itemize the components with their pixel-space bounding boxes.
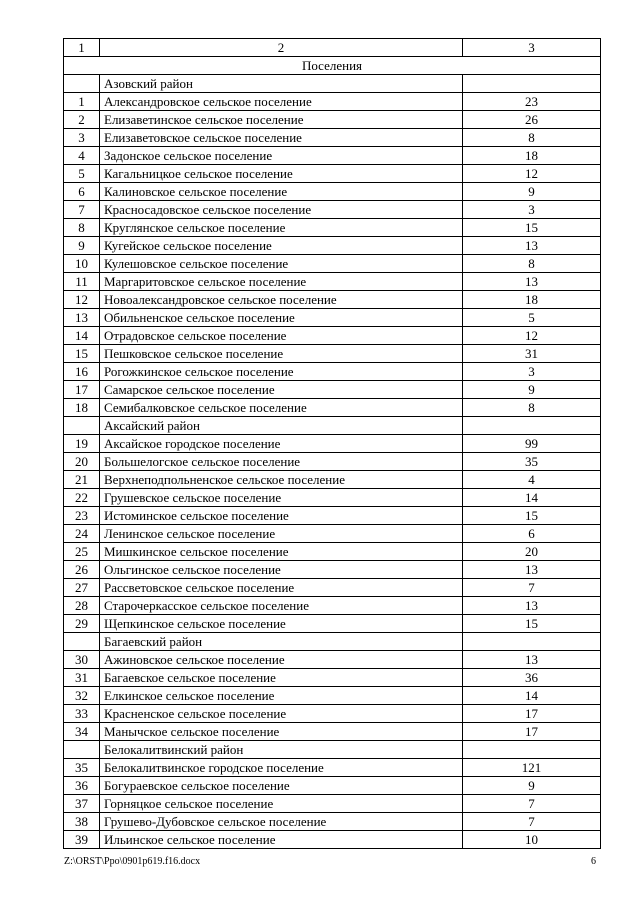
- settlement-value: 121: [463, 759, 601, 777]
- settlement-value: 4: [463, 471, 601, 489]
- settlement-value: 15: [463, 615, 601, 633]
- settlement-value: 17: [463, 705, 601, 723]
- row-number: 1: [64, 93, 100, 111]
- table-row: [64, 777, 601, 795]
- table-row: [64, 435, 601, 453]
- row-number: 11: [64, 273, 100, 291]
- settlement-value: 99: [463, 435, 601, 453]
- row-number: 22: [64, 489, 100, 507]
- table-row: [64, 129, 601, 147]
- settlement-name: Щепкинское сельское поселение: [100, 615, 463, 633]
- settlement-name: Багаевское сельское поселение: [100, 669, 463, 687]
- district-value-cell: [463, 75, 601, 93]
- settlement-value: 14: [463, 687, 601, 705]
- settlement-value: 15: [463, 507, 601, 525]
- district-number-cell: [64, 75, 100, 93]
- table-row: [64, 795, 601, 813]
- table-row: [64, 813, 601, 831]
- district-row: [64, 417, 601, 435]
- settlement-value: 14: [463, 489, 601, 507]
- row-number: 33: [64, 705, 100, 723]
- settlement-name: Александровское сельское поселение: [100, 93, 463, 111]
- row-number: 18: [64, 399, 100, 417]
- row-number: 12: [64, 291, 100, 309]
- table-row: [64, 453, 601, 471]
- table-row: [64, 183, 601, 201]
- settlement-value: 9: [463, 183, 601, 201]
- settlement-name: Обильненское сельское поселение: [100, 309, 463, 327]
- settlement-name: Верхнеподпольненское сельское поселение: [100, 471, 463, 489]
- table-row: [64, 471, 601, 489]
- settlement-value: 7: [463, 579, 601, 597]
- settlement-name: Аксайское городское поселение: [100, 435, 463, 453]
- row-number: 29: [64, 615, 100, 633]
- table-row: [64, 201, 601, 219]
- settlement-name: Ольгинское сельское поселение: [100, 561, 463, 579]
- settlement-value: 13: [463, 237, 601, 255]
- section-title-row: [64, 57, 601, 75]
- district-value-cell: [463, 741, 601, 759]
- settlement-name: Грушево-Дубовское сельское поселение: [100, 813, 463, 831]
- table-row: [64, 147, 601, 165]
- district-number-cell: [64, 633, 100, 651]
- row-number: 24: [64, 525, 100, 543]
- column-number-3: 3: [463, 39, 601, 57]
- table-row: [64, 525, 601, 543]
- settlement-value: 12: [463, 327, 601, 345]
- table-row: [64, 831, 601, 849]
- row-number: 34: [64, 723, 100, 741]
- district-value-cell: [463, 633, 601, 651]
- table-row: [64, 597, 601, 615]
- settlement-value: 7: [463, 813, 601, 831]
- row-number: 13: [64, 309, 100, 327]
- row-number: 10: [64, 255, 100, 273]
- table-row: [64, 705, 601, 723]
- row-number: 19: [64, 435, 100, 453]
- row-number: 15: [64, 345, 100, 363]
- row-number: 35: [64, 759, 100, 777]
- row-number: 37: [64, 795, 100, 813]
- table-row: [64, 111, 601, 129]
- row-number: 4: [64, 147, 100, 165]
- table-row: [64, 237, 601, 255]
- row-number: 32: [64, 687, 100, 705]
- settlement-value: 10: [463, 831, 601, 849]
- settlement-value: 18: [463, 291, 601, 309]
- section-title: Поселения: [64, 57, 601, 75]
- table-row: [64, 345, 601, 363]
- settlement-value: 8: [463, 129, 601, 147]
- settlement-name: Отрадовское сельское поселение: [100, 327, 463, 345]
- settlement-name: Елизаветовское сельское поселение: [100, 129, 463, 147]
- settlement-name: Манычское сельское поселение: [100, 723, 463, 741]
- row-number: 28: [64, 597, 100, 615]
- row-number: 5: [64, 165, 100, 183]
- table-row: [64, 507, 601, 525]
- settlement-value: 35: [463, 453, 601, 471]
- row-number: 3: [64, 129, 100, 147]
- row-number: 30: [64, 651, 100, 669]
- settlement-name: Грушевское сельское поселение: [100, 489, 463, 507]
- table-row: [64, 93, 601, 111]
- table-row: [64, 309, 601, 327]
- table-row: [64, 219, 601, 237]
- table-row: [64, 363, 601, 381]
- table-row: [64, 561, 601, 579]
- settlement-name: Ленинское сельское поселение: [100, 525, 463, 543]
- column-number-1: 1: [64, 39, 100, 57]
- row-number: 23: [64, 507, 100, 525]
- settlement-name: Новоалександровское сельское поселение: [100, 291, 463, 309]
- row-number: 31: [64, 669, 100, 687]
- table-row: [64, 615, 601, 633]
- row-number: 36: [64, 777, 100, 795]
- footer-page-number: 6: [591, 856, 596, 867]
- row-number: 14: [64, 327, 100, 345]
- settlement-name: Елизаветинское сельское поселение: [100, 111, 463, 129]
- settlement-value: 8: [463, 399, 601, 417]
- settlement-name: Кулешовское сельское поселение: [100, 255, 463, 273]
- row-number: 20: [64, 453, 100, 471]
- table-row: [64, 273, 601, 291]
- settlement-value: 13: [463, 273, 601, 291]
- table-row: [64, 651, 601, 669]
- settlements-table-body: [64, 39, 601, 849]
- settlement-value: 3: [463, 201, 601, 219]
- settlement-value: 5: [463, 309, 601, 327]
- table-row: [64, 579, 601, 597]
- row-number: 16: [64, 363, 100, 381]
- settlement-value: 6: [463, 525, 601, 543]
- settlement-value: 7: [463, 795, 601, 813]
- district-name: Багаевский район: [100, 633, 463, 651]
- settlement-value: 31: [463, 345, 601, 363]
- settlement-value: 18: [463, 147, 601, 165]
- settlement-name: Ильинское сельское поселение: [100, 831, 463, 849]
- settlement-name: Красносадовское сельское поселение: [100, 201, 463, 219]
- settlement-value: 9: [463, 777, 601, 795]
- district-row: [64, 633, 601, 651]
- settlement-name: Красненское сельское поселение: [100, 705, 463, 723]
- settlements-table: [63, 38, 601, 849]
- settlement-value: 15: [463, 219, 601, 237]
- table-row: [64, 327, 601, 345]
- row-number: 38: [64, 813, 100, 831]
- table-row: [64, 759, 601, 777]
- settlement-name: Задонское сельское поселение: [100, 147, 463, 165]
- settlement-name: Елкинское сельское поселение: [100, 687, 463, 705]
- settlement-name: Ажиновское сельское поселение: [100, 651, 463, 669]
- district-value-cell: [463, 417, 601, 435]
- row-number: 27: [64, 579, 100, 597]
- district-name: Белокалитвинский район: [100, 741, 463, 759]
- table-row: [64, 489, 601, 507]
- column-number-2: 2: [100, 39, 463, 57]
- district-number-cell: [64, 741, 100, 759]
- settlement-value: 20: [463, 543, 601, 561]
- table-row: [64, 669, 601, 687]
- settlement-value: 8: [463, 255, 601, 273]
- settlement-value: 13: [463, 597, 601, 615]
- row-number: 39: [64, 831, 100, 849]
- district-name: Аксайский район: [100, 417, 463, 435]
- settlement-value: 13: [463, 561, 601, 579]
- row-number: 7: [64, 201, 100, 219]
- table-row: [64, 687, 601, 705]
- settlement-name: Белокалитвинское городское поселение: [100, 759, 463, 777]
- table-row: [64, 165, 601, 183]
- settlement-value: 36: [463, 669, 601, 687]
- row-number: 6: [64, 183, 100, 201]
- table-row: [64, 381, 601, 399]
- row-number: 25: [64, 543, 100, 561]
- district-number-cell: [64, 417, 100, 435]
- table-row: [64, 291, 601, 309]
- settlement-name: Круглянское сельское поселение: [100, 219, 463, 237]
- settlement-value: 3: [463, 363, 601, 381]
- settlement-name: Маргаритовское сельское поселение: [100, 273, 463, 291]
- settlement-name: Пешковское сельское поселение: [100, 345, 463, 363]
- table-row: [64, 723, 601, 741]
- settlement-name: Калиновское сельское поселение: [100, 183, 463, 201]
- footer-file-path: Z:\ORST\Ppo\0901p619.f16.docx: [64, 856, 201, 867]
- settlement-name: Рассветовское сельское поселение: [100, 579, 463, 597]
- row-number: 17: [64, 381, 100, 399]
- settlement-name: Старочеркасское сельское поселение: [100, 597, 463, 615]
- settlement-name: Кагальницкое сельское поселение: [100, 165, 463, 183]
- settlement-value: 17: [463, 723, 601, 741]
- row-number: 8: [64, 219, 100, 237]
- row-number: 2: [64, 111, 100, 129]
- settlement-name: Самарское сельское поселение: [100, 381, 463, 399]
- settlement-name: Большелогское сельское поселение: [100, 453, 463, 471]
- settlement-name: Богураевское сельское поселение: [100, 777, 463, 795]
- table-row: [64, 399, 601, 417]
- settlement-name: Истоминское сельское поселение: [100, 507, 463, 525]
- row-number: 9: [64, 237, 100, 255]
- settlement-name: Семибалковское сельское поселение: [100, 399, 463, 417]
- settlement-value: 13: [463, 651, 601, 669]
- settlement-value: 23: [463, 93, 601, 111]
- settlement-name: Горняцкое сельское поселение: [100, 795, 463, 813]
- settlement-name: Рогожкинское сельское поселение: [100, 363, 463, 381]
- table-row: [64, 543, 601, 561]
- settlement-value: 9: [463, 381, 601, 399]
- row-number: 26: [64, 561, 100, 579]
- settlement-name: Кугейское сельское поселение: [100, 237, 463, 255]
- column-number-row: [64, 39, 601, 57]
- district-name: Азовский район: [100, 75, 463, 93]
- table-row: [64, 255, 601, 273]
- settlement-value: 12: [463, 165, 601, 183]
- row-number: 21: [64, 471, 100, 489]
- settlement-name: Мишкинское сельское поселение: [100, 543, 463, 561]
- district-row: [64, 741, 601, 759]
- settlement-value: 26: [463, 111, 601, 129]
- district-row: [64, 75, 601, 93]
